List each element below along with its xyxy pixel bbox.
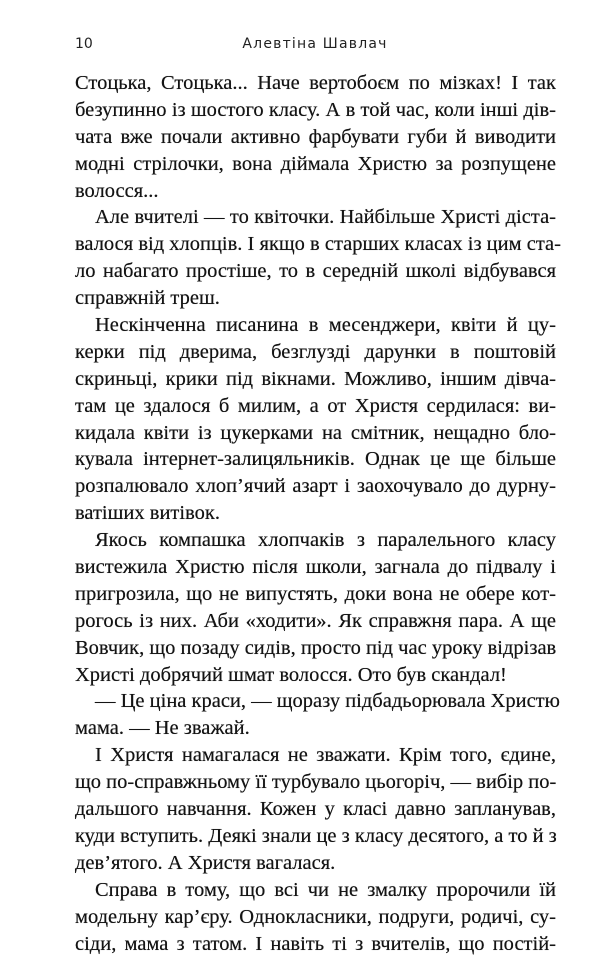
paragraph	[75, 877, 556, 958]
text-line: скриньці, крики під вікнами. Можливо, іншим дівча-	[75, 367, 556, 390]
paragraph	[75, 688, 560, 742]
text-line: волосся...	[75, 179, 159, 202]
text-line: там це здалося б милим, а от Христя сердилася: ви-	[75, 394, 556, 417]
text-line: мама. — Не зважай.	[75, 717, 250, 740]
text-line: — Це ціна краси, — щоразу підбадьорювала Христю	[95, 690, 560, 713]
text-line: сіди, мама з татом. І навіть ті з вчителів, що постій-	[75, 932, 556, 955]
text-line: Вовчик, що позаду сидів, просто під час уроку відрізав	[75, 636, 557, 659]
page-body-text	[75, 70, 561, 957]
text-line: справжній треш.	[75, 287, 220, 310]
paragraph	[75, 527, 556, 688]
text-line: кидала квіти із цукерками на смітник, нещадно бло-	[75, 421, 556, 444]
text-line: що по-справжньому її турбувало цьогоріч, — вибір по-	[75, 771, 557, 794]
text-line: І Христя намагалася не зважати. Крім того, єдине,	[95, 744, 556, 767]
paragraph	[75, 742, 556, 876]
running-head-author: Алевтіна Шавлач	[242, 36, 388, 52]
text-line: керки під дверима, безглузді дарунки в поштовій	[75, 340, 556, 363]
text-line: Нескінченна писанина в месенджери, квіти й цу-	[95, 314, 556, 337]
text-line: Але вчителі — то квіточки. Найбільше Христі діста-	[95, 206, 556, 229]
paragraph	[75, 204, 561, 312]
text-line: безупинно із шостого класу. А в той час, коли інші дів-	[75, 98, 556, 121]
text-line: модельну кар’єру. Однокласники, подруги, родичі, су-	[75, 905, 556, 928]
page-header	[75, 36, 555, 58]
text-line: Христі добрячий шмат волосся. Ото був скандал!	[75, 663, 507, 686]
text-line: чата вже почали активно фарбувати губи й виводити	[75, 125, 556, 148]
text-line: Стоцька, Стоцька... Наче вертобоєм по мізках! І так	[75, 72, 556, 94]
text-line: рогось із них. Аби «ходити». Як справжня пара. А ще	[75, 609, 556, 632]
text-line: розпалювало хлоп’ячий азарт і заохочувало до дурну-	[75, 475, 556, 498]
text-line: валося від хлопців. І якщо в старших класах із цим ста-	[75, 233, 561, 256]
text-line: дальшого навчання. Кожен у класі давно запланував,	[75, 798, 556, 821]
page-number: 10	[75, 36, 93, 52]
text-line: куди вступить. Деякі знали це з класу десятого, а то й з	[75, 824, 557, 847]
text-line: пригрозила, що не випустять, доки вона не обере кот-	[75, 582, 556, 605]
text-line: дев’ятого. А Христя вагалася.	[75, 851, 336, 874]
text-line: модні стрілочки, вона діймала Христю за розпущене	[75, 152, 556, 175]
text-line: Якось компашка хлопчаків з паралельного класу	[95, 529, 556, 552]
paragraph	[75, 70, 556, 204]
text-line: ло набагато простіше, то в середній школі відбувався	[75, 260, 556, 283]
text-line: ватіших витівок.	[75, 502, 220, 525]
text-line: кувала інтернет-залицяльників. Однак це ще більше	[75, 448, 556, 471]
text-line: Справа в тому, що всі чи не змалку пророчили їй	[95, 878, 556, 901]
paragraph	[75, 312, 556, 527]
text-line: вистежила Христю після школи, загнала до підвалу і	[75, 556, 556, 579]
